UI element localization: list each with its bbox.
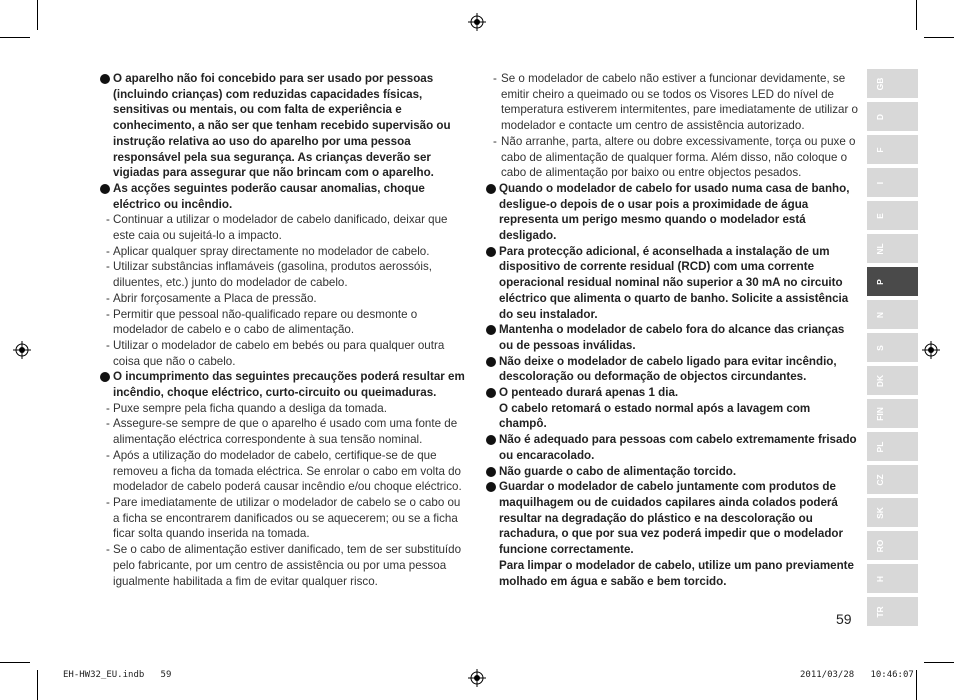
safety-bullet (100, 369, 468, 400)
left-column (100, 71, 468, 589)
tab-label: H (875, 575, 885, 582)
bullet-icon (100, 372, 110, 382)
sub-item-text: Se o cabo de alimentação estiver danificado, tem de ser substituído pelo fabricante, por um centro de assistência ou por uma pessoa igualmente habilitada a fim de evitar qualquer risco. (113, 543, 462, 588)
sub-item-text: Abrir forçosamente a Placa de pressão. (113, 291, 317, 305)
crop-mark (0, 662, 30, 663)
tab-label: P (875, 278, 885, 285)
bullet-text: O penteado durará apenas 1 dia. O cabelo retomará o estado normal após a lavagem com champô. (499, 386, 811, 431)
tab-label: S (875, 344, 885, 351)
tab-label: E (875, 212, 885, 219)
bullet-icon (486, 482, 496, 492)
tab-label: DK (875, 374, 885, 387)
tab-label: RO (875, 539, 885, 552)
language-tab-p-active (867, 267, 918, 296)
sub-item-text: Pare imediatamente de utilizar o modelador de cabelo se o cabo ou a ficha se encontrarem danificados ou se aquecerem; ou se a ficha ficar solta quando inserida na tomada. (113, 495, 461, 541)
language-tab-s (867, 333, 918, 362)
safety-bullet (100, 71, 468, 181)
language-tab-f (867, 135, 918, 164)
bullet-text: As acções seguintes poderão causar anomalias, choque eléctrico ou incêndio. (113, 181, 425, 211)
sub-item-text: Utilizar o modelador de cabelo em bebés ou para qualquer outra coisa que não o cabelo. (113, 338, 445, 368)
sub-item-text: Continuar a utilizar o modelador de cabelo danificado, deixar que este caia ou sujeitá-lo a impacto. (113, 213, 448, 243)
tab-label: PL (875, 441, 885, 452)
footer-file-info: EH-HW32_EU.indb 59 (63, 670, 172, 680)
registration-mark-icon (468, 13, 486, 31)
safety-bullet (486, 385, 858, 432)
bullet-text: Quando o modelador de cabelo for usado numa casa de banho, desligue-o depois de o usar pois a proximidade de água representa um perigo mesmo quando o modelador está desligado. (499, 181, 850, 243)
tab-label: NL (875, 242, 885, 255)
sub-item-text: Assegure-se sempre de que o aparelho é usado com uma fonte de alimentação eléctrica correspondente à sua tensão nominal. (113, 417, 458, 447)
page-number: 59 (836, 611, 852, 627)
sub-item: - Utilizar o modelador de cabelo em bebés ou para qualquer outra coisa que não o cabelo. (106, 338, 445, 368)
language-tab-gb (867, 69, 918, 98)
registration-mark-icon (922, 341, 940, 359)
sub-item: - Se o modelador de cabelo não estiver a funcionar devidamente, se emitir cheiro a queimado ou se todos os Visores LED do nível de temperatura estiverem intermitentes, pare imediatamente de utilizar o modelador e contacte um centro de assistência autorizado. (493, 72, 858, 133)
bullet-text: Não deixe o modelador de cabelo ligado para evitar incêndio, descoloração ou deformação de objectos circundantes. (499, 354, 837, 384)
language-tab-sk (867, 498, 918, 527)
sub-item: - Após a utilização do modelador de cabelo, certifique-se de que removeu a ficha da tomada eléctrica. Se enrolar o cabo em volta do modelador de cabelo poderá causar incêndio e/ou choque eléctrico. (106, 448, 462, 494)
crop-mark (924, 662, 954, 663)
bullet-icon (486, 357, 496, 367)
language-tab-e (867, 201, 918, 230)
bullet-icon (100, 184, 110, 194)
tab-label: FIN (875, 406, 885, 421)
language-tab-dk (867, 366, 918, 395)
sub-item: - Assegure-se sempre de que o aparelho é usado com uma fonte de alimentação eléctrica correspondente à sua tensão nominal. (106, 417, 458, 447)
language-tab-h (867, 564, 918, 593)
tab-label: CZ (875, 473, 885, 486)
sub-item: - Puxe sempre pela ficha quando a desliga da tomada. (106, 401, 387, 415)
tab-label: GB (875, 77, 885, 90)
language-tab-d (867, 102, 918, 131)
registration-mark-icon (13, 341, 31, 359)
sub-item: - Utilizar substâncias inflamáveis (gasolina, produtos aerossóis, diluentes, etc.) junto do modelador de cabelo. (106, 260, 432, 290)
safety-bullet (486, 181, 858, 244)
crop-mark (37, 0, 38, 30)
sub-item: - Não arranhe, parta, altere ou dobre excessivamente, torça ou puxe o cabo de alimentação de qualquer forma. Além disso, não coloque o cabo de alimentação por baixo ou entre objectos pesados. (493, 134, 856, 180)
safety-bullet (486, 464, 858, 480)
safety-bullet (486, 432, 858, 463)
crop-mark (924, 37, 954, 38)
safety-bullet (486, 354, 858, 385)
bullet-text: Mantenha o modelador de cabelo fora do alcance das crianças ou de pessoas inválidas. (499, 323, 845, 352)
sub-item-text: Permitir que pessoal não-qualificado repare ou desmonte o modelador de cabelo e o cabo de alimentação. (113, 307, 418, 337)
bullet-icon (486, 467, 496, 477)
tab-label: F (875, 146, 885, 153)
bullet-text: Guardar o modelador de cabelo juntamente com produtos de maquilhagem ou de cuidados capilares ainda colados poderá resultar na degradação do plástico e na descoloração ou rachadura, o que por sua vez poderá impedir que o modelador funcione correctamente. Para limpar o modelador de cabelo, utilize um pano previamente molhado em água e sabão e bem torcido. (499, 480, 854, 588)
bullet-text: Não guarde o cabo de alimentação torcido. (499, 464, 737, 478)
crop-mark (0, 37, 30, 38)
sub-item-text: Se o modelador de cabelo não estiver a funcionar devidamente, se emitir cheiro a queimado ou se todos os Visores LED do nível de temperatura estiverem intermitentes, pare imediatamente de utilizar o modelador e contacte um centro de assistência autorizado. (501, 72, 858, 133)
safety-bullet (486, 479, 858, 589)
sub-item: - Continuar a utilizar o modelador de cabelo danificado, deixar que este caia ou sujeitá-lo a impacto. (106, 213, 448, 243)
bullet-icon (486, 184, 496, 194)
language-tab-fin (867, 399, 918, 428)
crop-mark (37, 670, 38, 700)
sub-item: - Pare imediatamente de utilizar o modelador de cabelo se o cabo ou a ficha se encontrarem danificados ou se aquecerem; ou se a ficha ficar solta quando inserida na tomada. (106, 495, 461, 541)
bullet-text: Para protecção adicional, é aconselhada a instalação de um dispositivo de corrente residual (RCD) com uma corrente operacional residual nominal não superior a 30 mA no circuito eléctrico que alimenta o quarto de banho. Solicite a assistência do seu instalador. (499, 244, 849, 321)
bullet-icon (486, 435, 496, 445)
language-tab-cz (867, 465, 918, 494)
language-tab-nl (867, 234, 918, 263)
sub-item: - Se o cabo de alimentação estiver danificado, tem de ser substituído pelo fabricante, por um centro de assistência ou por uma pessoa igualmente habilitada a fim de evitar qualquer risco. (106, 543, 462, 588)
sub-item-text: Não arranhe, parta, altere ou dobre excessivamente, torça ou puxe o cabo de alimentação de qualquer forma. Além disso, não coloque o cabo de alimentação por baixo ou entre objectos pesados. (501, 134, 856, 180)
sub-item-text: Utilizar substâncias inflamáveis (gasolina, produtos aerossóis, diluentes, etc.) junto do modelador de cabelo. (113, 260, 432, 290)
tab-label: TR (875, 605, 885, 618)
sub-item: - Aplicar qualquer spray directamente no modelador de cabelo. (106, 244, 430, 258)
safety-bullet (486, 244, 858, 323)
tab-label: D (875, 113, 885, 120)
bullet-icon (486, 388, 496, 398)
language-tab-i (867, 168, 918, 197)
language-tab-pl (867, 432, 918, 461)
bullet-text: O incumprimento das seguintes precauções poderá resultar em incêndio, choque eléctrico, curto-circuito ou queimaduras. (113, 370, 465, 400)
bullet-text: O aparelho não foi concebido para ser usado por pessoas (incluindo crianças) com reduzidas capacidades físicas, sensitivas ou mentais, ou com falta de experiência e conhecimento, a não ser que tenham recebido supervisão ou instrução relativa ao uso do aparelho por uma pessoa responsável pela sua segurança. As crianças deverão ser vigiadas para assegurar que não brincam com o aparelho. (113, 72, 451, 180)
tab-label: I (875, 181, 885, 184)
sub-item: - Permitir que pessoal não-qualificado repare ou desmonte o modelador de cabelo e o cabo de alimentação. (106, 307, 418, 337)
crop-mark (916, 670, 917, 700)
sub-item-text: Aplicar qualquer spray directamente no modelador de cabelo. (113, 244, 430, 258)
safety-bullet (100, 181, 468, 212)
footer-timestamp: 2011/03/28 10:46:07 (800, 670, 914, 680)
sub-item-text: Puxe sempre pela ficha quando a desliga da tomada. (113, 401, 387, 415)
tab-label: SK (875, 506, 885, 519)
safety-bullet (486, 322, 858, 353)
bullet-icon (486, 325, 496, 335)
registration-mark-icon (468, 669, 486, 687)
language-tab-n (867, 300, 918, 329)
sub-item: - Abrir forçosamente a Placa de pressão. (106, 291, 317, 305)
bullet-icon (100, 74, 110, 84)
right-column (486, 71, 858, 589)
language-tab-ro (867, 531, 918, 560)
bullet-text: Não é adequado para pessoas com cabelo extremamente frisado ou encaracolado. (499, 433, 857, 462)
language-tabs (867, 69, 918, 630)
sub-item-text: Após a utilização do modelador de cabelo, certifique-se de que removeu a ficha da tomada eléctrica. Se enrolar o cabo em volta do modelador de cabelo poderá causar incêndio e/ou choque eléctrico. (113, 448, 462, 494)
crop-mark (916, 0, 917, 30)
tab-label: N (875, 311, 885, 318)
bullet-icon (486, 247, 496, 257)
language-tab-tr (867, 597, 918, 626)
